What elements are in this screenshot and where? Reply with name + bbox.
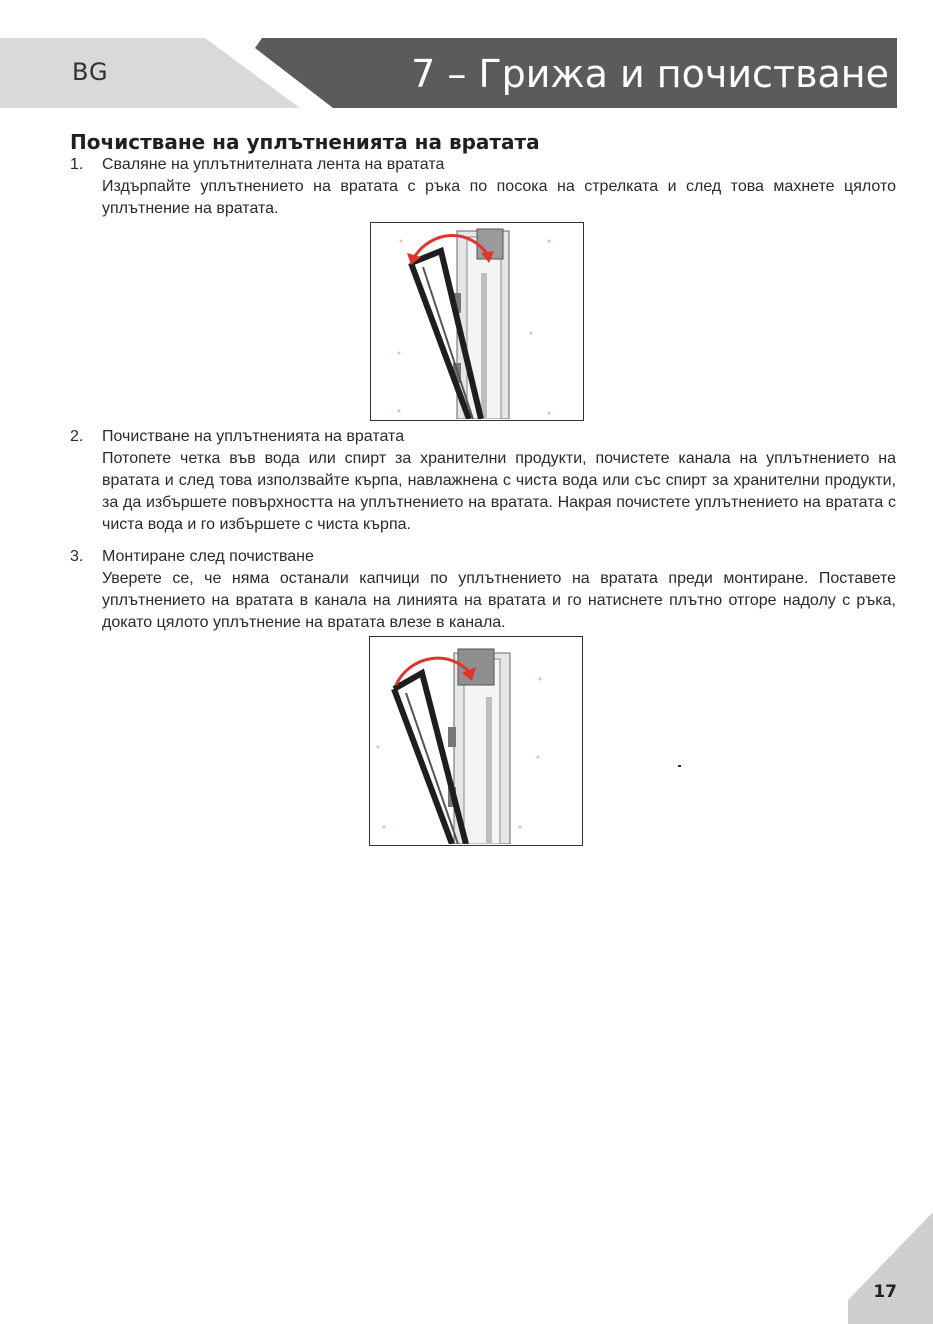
gasket-removal-illustration (370, 222, 584, 421)
item-body: Издърпайте уплътнението на вратата с ръка по посока на стрелката и след това махнете цялото уплътнение на вратата. (102, 178, 896, 217)
gasket-mounting-illustration (369, 636, 583, 846)
page-number: 17 (873, 1282, 897, 1302)
item-title: Монтиране след почистване (102, 548, 314, 565)
page-corner (848, 1212, 933, 1324)
language-code: BG (72, 58, 109, 86)
item-number: 1. (70, 156, 84, 173)
item-number: 2. (70, 428, 84, 445)
section-heading: Почистване на уплътненията на вратата (70, 130, 540, 154)
item-body: Потопете четка във вода или спирт за хранителни продукти, почистете канала на уплътнението на вратата и след това използвайте кърпа, навлажнена с чиста вода или със спирт за хранителни продукти, за да избършете повърхността на уплътнението на вратата. Накрая почистете уплътнението на вратата с чиста вода и го избършете с чиста кърпа. (102, 450, 896, 533)
language-tab (0, 38, 300, 108)
item-number: 3. (70, 548, 84, 565)
item-title: Почистване на уплътненията на вратата (102, 428, 405, 445)
stray-mark (678, 765, 681, 767)
item-title: Сваляне на уплътнителната лента на вратата (102, 156, 445, 173)
chapter-title: 7 – Грижа и почистване (411, 52, 889, 96)
item-body: Уверете се, че няма останали капчици по уплътнението на вратата преди монтиране. Поставете уплътнението на вратата в канала на линията на вратата и го натиснете плътно отгоре надолу с ръка, докато цялото уплътнение на вратата влезе в канала. (102, 570, 896, 631)
